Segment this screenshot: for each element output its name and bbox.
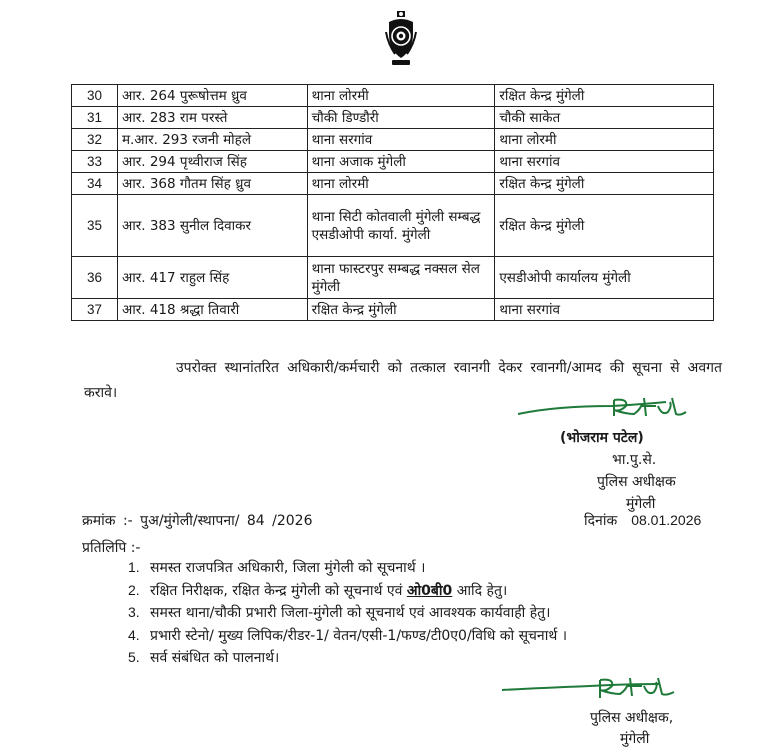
- row-name: आर. 264 पुरूषोत्तम ध्रुव: [117, 85, 307, 107]
- row-serial: 30: [72, 85, 118, 107]
- row-name: आर. 417 राहुल सिंह: [117, 257, 307, 299]
- row-from: थाना फास्टरपुर सम्बद्ध नक्सल सेल मुंगेली: [307, 257, 495, 299]
- row-to: थाना सरगांव: [495, 151, 714, 173]
- copy-item: 3. समस्त थाना/चौकी प्रभारी जिला-मुंगेली को सूचनार्थ एवं आवश्यक कार्यवाही हेतु।: [128, 604, 551, 621]
- date-label: दिनांक: [584, 513, 618, 529]
- police-emblem-icon: [384, 10, 418, 68]
- transfer-table: [71, 84, 714, 321]
- row-serial: 34: [72, 173, 118, 195]
- row-serial: 37: [72, 299, 118, 321]
- row-to: थाना सरगांव: [495, 299, 714, 321]
- footer-officer: [590, 708, 673, 750]
- copy-item: 1. समस्त राजपत्रित अधिकारी, जिला मुंगेली को सूचनार्थ ।: [128, 559, 426, 576]
- copy-list: [128, 556, 567, 669]
- footer-designation: पुलिस अधीक्षक,: [590, 710, 674, 726]
- ob-emphasis: ओ0बी0: [406, 582, 453, 599]
- row-to: रक्षित केन्द्र मुंगेली: [495, 173, 714, 195]
- row-serial: 33: [72, 151, 118, 173]
- row-from: चौकी डिण्डौरी: [307, 107, 495, 129]
- officer-designation: पुलिस अधीक्षक: [597, 474, 676, 490]
- row-name: आर. 368 गौतम सिंह ध्रुव: [117, 173, 307, 195]
- table-row: [72, 107, 714, 129]
- table-row: [72, 195, 714, 257]
- row-serial: 36: [72, 257, 118, 299]
- row-from: थाना सिटी कोतवाली मुंगेली सम्बद्ध एसडीओपी कार्या. मुंगेली: [307, 195, 495, 257]
- date-value: 08.01.2026: [631, 512, 702, 528]
- instruction-paragraph: उपरोक्त स्थानांतरित अधिकारी/कर्मचारी को तत्काल रवानगी देकर रवानगी/आमद की सूचना से अवगत करावे।: [84, 360, 722, 401]
- copy-item: 5. सर्व संबंधित को पालनार्थ।: [128, 649, 280, 666]
- officer-place: मुंगेली: [626, 496, 656, 512]
- row-from: रक्षित केन्द्र मुंगेली: [307, 299, 495, 321]
- officer-name: (भोजराम पटेल): [560, 430, 644, 446]
- table-row: [72, 151, 714, 173]
- copy-item: 2. रक्षित निरीक्षक, रक्षित केन्द्र मुंगेली को सूचनार्थ एवं ओ0बी0 आदि हेतु।: [128, 581, 508, 599]
- row-name: आर. 283 राम परस्ते: [117, 107, 307, 129]
- footer-place: मुंगेली: [620, 731, 650, 747]
- officer-service: भा.पु.से.: [612, 452, 657, 468]
- reference-number: क्रमांक :- पुअ/मुंगेली/स्थापना/ 84 /2026: [82, 513, 313, 529]
- officer-block: [560, 427, 676, 515]
- row-to: रक्षित केन्द्र मुंगेली: [495, 85, 714, 107]
- copy-item: 4. प्रभारी स्टेनो/ मुख्य लिपिक/रीडर-1/ वेतन/एसी-1/फण्ड/टी0ए0/विधि को सूचनार्थ ।: [128, 626, 568, 644]
- table-row: [72, 85, 714, 107]
- table-row: [72, 173, 714, 195]
- officer-signature: [516, 392, 708, 426]
- row-serial: 32: [72, 129, 118, 151]
- row-from: थाना सरगांव: [307, 129, 495, 151]
- row-name: आर. 383 सुनील दिवाकर: [117, 195, 307, 257]
- row-to: चौकी साकेत: [495, 107, 714, 129]
- row-to: रक्षित केन्द्र मुंगेली: [495, 195, 714, 257]
- copy-label: प्रतिलिपि :-: [82, 540, 141, 556]
- table-row: [72, 129, 714, 151]
- row-from: थाना लोरमी: [307, 85, 495, 107]
- table-row: [72, 257, 714, 299]
- row-name: आर. 294 पृथ्वीराज सिंह: [117, 151, 307, 173]
- row-to: एसडीओपी कार्यालय मुंगेली: [495, 257, 714, 299]
- footer-signature: [500, 672, 692, 708]
- row-from: थाना लोरमी: [307, 173, 495, 195]
- row-serial: 31: [72, 107, 118, 129]
- row-from: थाना अजाक मुंगेली: [307, 151, 495, 173]
- table-row: [72, 299, 714, 321]
- row-name: आर. 418 श्रद्धा तिवारी: [117, 299, 307, 321]
- row-to: थाना लोरमी: [495, 129, 714, 151]
- date-line: [584, 511, 701, 530]
- row-name: म.आर. 293 रजनी मोहले: [117, 129, 307, 151]
- row-serial: 35: [72, 195, 118, 257]
